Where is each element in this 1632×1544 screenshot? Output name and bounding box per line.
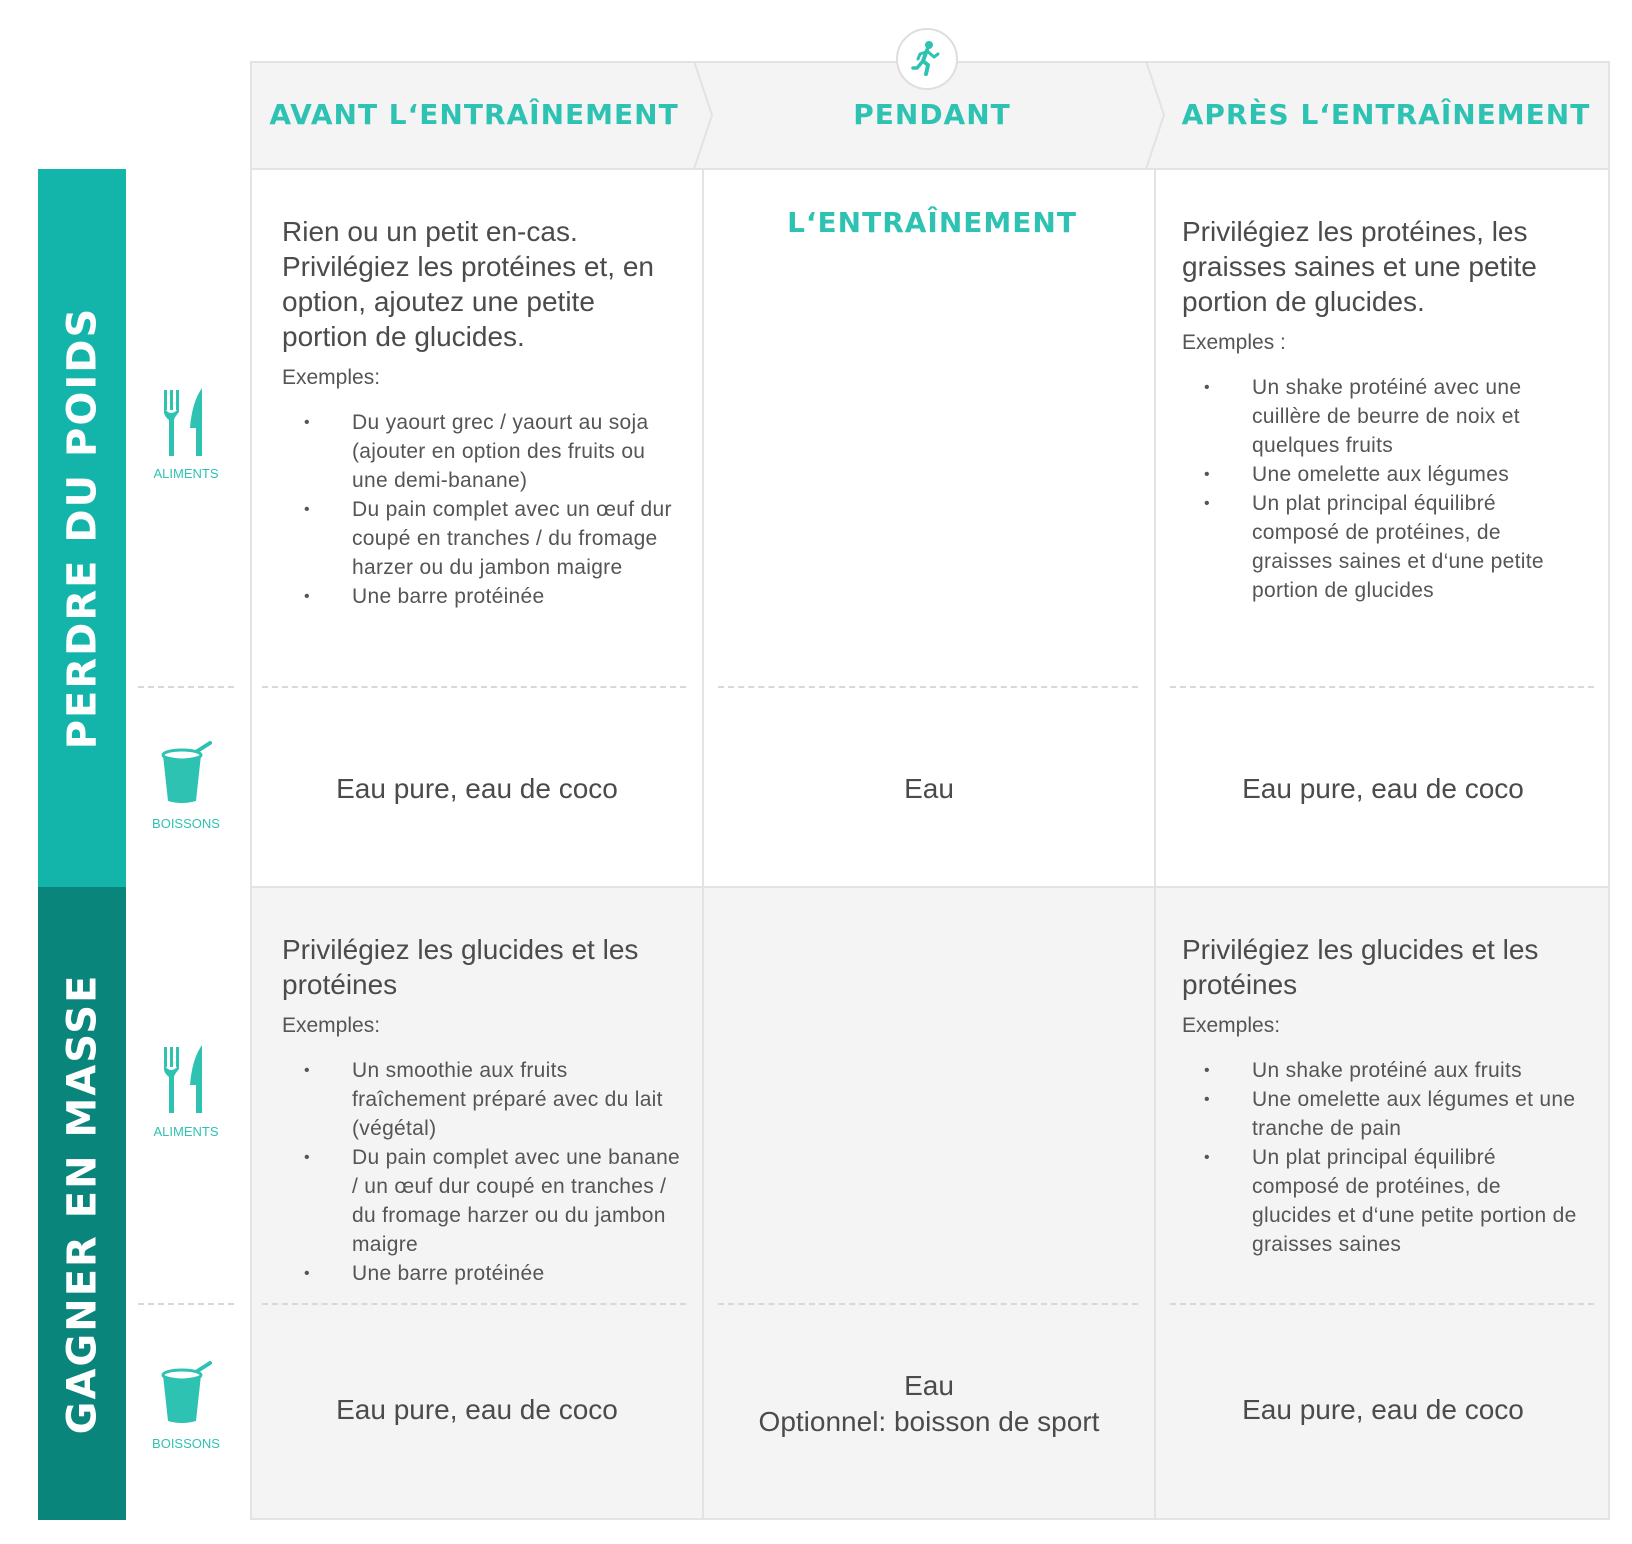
grid-vline: [1154, 169, 1156, 1520]
goal-label: PERDRE DU POIDS: [59, 306, 105, 750]
aliments-label: ALIMENTS: [153, 466, 219, 481]
column-header-apres: APRÈS L‘ENTRAÎNEMENT: [1181, 98, 1591, 131]
dashed-separator: [138, 686, 234, 688]
cell-lead: Privilégiez les glucides et les protéines: [282, 934, 639, 1000]
fork-knife-icon: [160, 388, 212, 458]
list-item: • Une barre protéinée: [352, 1259, 682, 1288]
grid-vline: [702, 169, 704, 1520]
boissons-label: BOISSONS: [152, 816, 220, 831]
list-item: • Un plat principal équilibré composé de protéines, de graisses saines et d‘une petite portion de glucides: [1252, 489, 1582, 605]
dashed-separator: [262, 686, 686, 688]
drink-cup-icon: [158, 735, 218, 807]
drink-line: Eau: [904, 1370, 954, 1401]
cell-lose-avant-drinks: Eau pure, eau de coco: [336, 773, 618, 804]
list-item: • Une omelette aux légumes: [1252, 460, 1582, 489]
examples-label: Exemples:: [282, 366, 381, 389]
runner-icon: [898, 30, 956, 88]
dashed-separator: [718, 686, 1138, 688]
cell-lead: Rien ou un petit en-cas. Privilégiez les protéines et, en option, ajoutez une petite portion de glucides.: [282, 216, 654, 352]
fork-knife-icon: [160, 1045, 212, 1115]
dashed-separator: [1170, 686, 1594, 688]
list-item: • Un plat principal équilibré composé de protéines, de glucides et d‘une petite portion de graisses saines: [1252, 1143, 1582, 1259]
list-item: • Du pain complet avec un œuf dur coupé en tranches / du fromage harzer ou du jambon maigre: [352, 495, 682, 582]
goal-label: GAGNER EN MASSE: [59, 973, 105, 1434]
examples-label: Exemples :: [1182, 331, 1286, 354]
cell-gain-apres-drinks: Eau pure, eau de coco: [1242, 1394, 1524, 1425]
list-item: • Du pain complet avec une banane / un œuf dur coupé en tranches / du fromage harzer ou du jambon maigre: [352, 1143, 682, 1259]
examples-list: [1182, 1056, 1582, 1259]
drink-cup-icon: [158, 1355, 218, 1427]
cell-lead: Privilégiez les glucides et les protéines: [1182, 934, 1539, 1000]
dashed-separator: [1170, 1303, 1594, 1305]
cell-gain-avant-drinks: Eau pure, eau de coco: [336, 1394, 618, 1425]
cell-lead: Privilégiez les protéines, les graisses saines et une petite portion de glucides.: [1182, 216, 1537, 317]
column-header-avant: AVANT L‘ENTRAÎNEMENT: [269, 98, 679, 131]
list-item: • Un smoothie aux fruits fraîchement préparé avec du lait (végétal): [352, 1056, 682, 1143]
cell-lose-avant-food: [282, 214, 682, 611]
boissons-label: BOISSONS: [152, 1436, 220, 1451]
examples-list: [282, 408, 682, 611]
goal-band-gain-mass: [38, 887, 126, 1520]
list-item: • Un shake protéiné avec une cuillère de beurre de noix et quelques fruits: [1252, 373, 1582, 460]
cell-gain-pendant-drinks: [704, 1368, 1154, 1440]
cell-gain-avant-food: [282, 932, 682, 1288]
examples-label: Exemples:: [282, 1014, 381, 1037]
list-item: • Du yaourt grec / yaourt au soja (ajouter en option des fruits ou une demi-banane): [352, 408, 682, 495]
drink-line: Optionnel: boisson de sport: [758, 1406, 1100, 1437]
grid-hline: [250, 168, 1610, 170]
examples-list: [1182, 373, 1582, 605]
list-item: • Une omelette aux légumes et une tranche de pain: [1252, 1085, 1582, 1143]
column-header-pendant: PENDANT L‘ENTRAÎNEMENT: [787, 98, 1077, 239]
cell-lose-apres-food: [1182, 214, 1582, 605]
list-item: • Un shake protéiné aux fruits: [1252, 1056, 1582, 1085]
cell-lose-pendant-drinks: Eau: [904, 773, 954, 804]
goal-band-lose-weight: [38, 169, 126, 887]
aliments-label: ALIMENTS: [153, 1124, 219, 1139]
list-item: • Une barre protéinée: [352, 582, 682, 611]
examples-label: Exemples:: [1182, 1014, 1281, 1037]
cell-lose-apres-drinks: Eau pure, eau de coco: [1242, 773, 1524, 804]
grid-hline: [250, 886, 1610, 888]
dashed-separator: [262, 1303, 686, 1305]
examples-list: [282, 1056, 682, 1288]
dashed-separator: [138, 1303, 234, 1305]
dashed-separator: [718, 1303, 1138, 1305]
cell-gain-apres-food: [1182, 932, 1582, 1259]
runner-badge: [896, 28, 958, 90]
